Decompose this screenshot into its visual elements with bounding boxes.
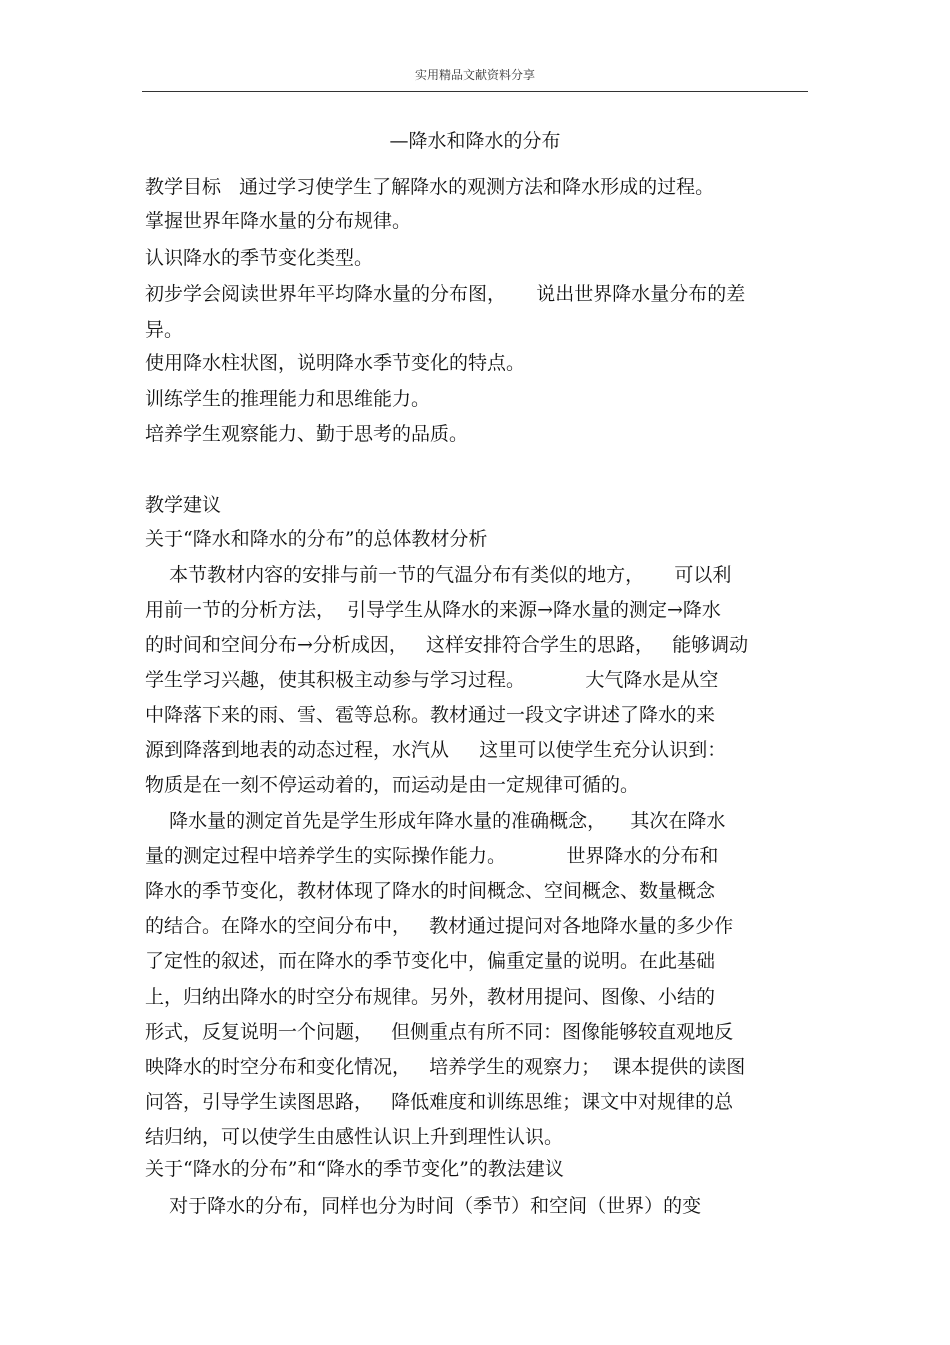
text-line: 降水的季节变化，教材体现了降水的时间概念、空间概念、数量概念 [145,880,716,902]
section-heading: 教学建议 [145,494,222,516]
text-line: 映降水的时空分布和变化情况， 培养学生的观察力； 课本提供的读图 [145,1056,746,1078]
text-line: 源到降落到地表的动态过程，水汽从 这里可以使学生充分认识到： [145,739,727,761]
text-line: 使用降水柱状图，说明降水季节变化的特点。 [145,352,526,374]
text-line: 学生学习兴趣，使其积极主动参与学习过程。 大气降水是从空 [145,669,719,691]
text-line: 训练学生的推理能力和思维能力。 [145,388,431,410]
page-header: 实用精品文献资料分享 [414,68,535,82]
text-line: 量的测定过程中培养学生的实际操作能力。 世界降水的分布和 [145,845,719,867]
text-line: 用前一节的分析方法， 引导学生从降水的来源→降水量的测定→降水 [145,599,721,621]
text-line: 结归纳，可以使学生由感性认识上升到理性认识。 [145,1126,564,1148]
header-divider [142,91,808,92]
document-title: —降水和降水的分布 [389,130,561,152]
text-line: 物质是在一刻不停运动着的，而运动是由一定规律可循的。 [145,774,640,796]
text-line: 问答，引导学生读图思路， 降低难度和训练思维；课文中对规律的总 [145,1091,734,1113]
text-line: 的结合。在降水的空间分布中， 教材通过提问对各地降水量的多少作 [145,915,734,937]
text-line: 本节教材内容的安排与前一节的气温分布有类似的地方， 可以利 [145,564,732,586]
text-line: 上，归纳出降水的时空分布规律。另外，教材用提问、图像、小结的 [145,986,716,1008]
text-line: 的时间和空间分布→分析成因， 这样安排符合学生的思路， 能够调动 [145,634,749,656]
text-line: 认识降水的季节变化类型。 [145,247,374,269]
text-line: 初步学会阅读世界年平均降水量的分布图， 说出世界降水量分布的差 [145,283,746,305]
text-line: 掌握世界年降水量的分布规律。 [145,210,412,232]
text-line: 对于降水的分布，同样也分为时间（季节）和空间（世界）的变 [145,1195,702,1217]
text-line: 培养学生观察能力、勤于思考的品质。 [145,423,469,445]
subsection-heading: 关于“降水和降水的分布”的总体教材分析 [145,528,488,550]
text-line: 异。 [145,319,184,341]
text-line: 降水量的测定首先是学生形成年降水量的准确概念， 其次在降水 [145,810,726,832]
subsection-heading: 关于“降水的分布”和“降水的季节变化”的教法建议 [145,1158,564,1180]
text-line: 了定性的叙述，而在降水的季节变化中，偏重定量的说明。在此基础 [145,950,716,972]
text-line: 形式，反复说明一个问题， 但侧重点有所不同：图像能够较直观地反 [145,1021,734,1043]
text-line: 教学目标 通过学习使学生了解降水的观测方法和降水形成的过程。 [145,176,715,198]
text-line: 中降落下来的雨、雪、雹等总称。教材通过一段文字讲述了降水的来 [145,704,716,726]
